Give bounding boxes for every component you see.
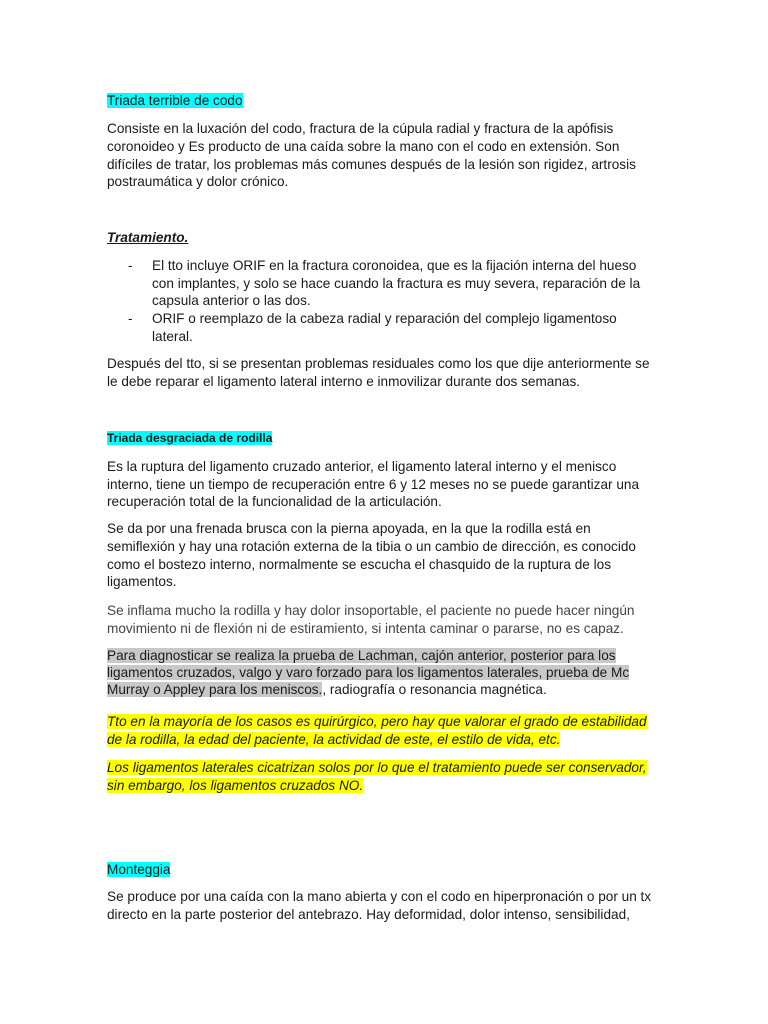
paragraph-line: interno, tiene un tiempo de recuperación entre 6 y 12 meses no se puede garantizar una xyxy=(107,477,640,492)
highlighted-line: de la rodilla, la edad del paciente, la actividad de este, el estilo de vida, etc. xyxy=(107,732,561,747)
paragraph-line: Se produce por una caída con la mano abierta y con el codo en hiperpronación o por un tx xyxy=(107,889,652,904)
section-title-monteggia: Monteggia xyxy=(107,862,171,877)
bullet-dash: - xyxy=(128,311,133,326)
paragraph-line: Consiste en la luxación del codo, fractura de la cúpula radial y fractura de la apófisis xyxy=(107,121,614,136)
paragraph-line: Es la ruptura del ligamento cruzado anterior, el ligamento lateral interno y el menisco xyxy=(107,459,617,474)
paragraph-line: recuperación total de la funcionalidad de la articulación. xyxy=(107,494,442,509)
bullet-line: capsula anterior o las dos. xyxy=(152,293,311,308)
paragraph-tail: , radiografía o resonancia magnética. xyxy=(322,682,547,697)
highlighted-line: ligamentos cruzados, valgo y varo forzado para los ligamentos laterales, prueba de Mc xyxy=(107,665,630,680)
paragraph-line: Se da por una frenada brusca con la pierna apoyada, en la que la rodilla está en xyxy=(107,521,591,536)
bullet-line: ORIF o reemplazo de la cabeza radial y reparación del complejo ligamentoso xyxy=(152,311,617,326)
section-title-triada-rodilla: Triada desgraciada de rodilla xyxy=(107,431,273,445)
paragraph-line: Se inflama mucho la rodilla y hay dolor insoportable, el paciente no puede hacer ningún xyxy=(107,603,635,618)
highlighted-line: Para diagnosticar se realiza la prueba de Lachman, cajón anterior, posterior para los xyxy=(107,648,616,663)
bullet-line: El tto incluye ORIF en la fractura coronoidea, que es la fijación interna del hueso xyxy=(152,258,637,273)
paragraph-line: ligamentos. xyxy=(107,574,177,589)
treatment-heading: Tratamiento. xyxy=(107,230,189,245)
paragraph-line: postraumática y dolor crónico. xyxy=(107,174,289,189)
highlighted-line: sin embargo, los ligamentos cruzados NO. xyxy=(107,778,364,793)
bullet-line: lateral. xyxy=(152,329,193,344)
highlighted-line: Murray o Appley para los meniscos., radiografía o resonancia magnética. xyxy=(107,682,547,697)
paragraph-line: difíciles de tratar, los problemas más comunes después de la lesión son rigidez, artrosis xyxy=(107,157,636,172)
paragraph-line: como el bostezo interno, normalmente se escucha el chasquido de la ruptura de los xyxy=(107,557,612,572)
highlighted-line: Los ligamentos laterales cicatrizan solos por lo que el tratamiento puede ser conservador, xyxy=(107,760,647,775)
paragraph-line: semiflexión y hay una rotación externa de la tibia o un cambio de dirección, es conocido xyxy=(107,539,636,554)
section-title-triada-codo: Triada terrible de codo xyxy=(107,93,243,108)
highlighted-line: Tto en la mayoría de los casos es quirúrgico, pero hay que valorar el grado de estabilidad xyxy=(107,714,647,729)
paragraph-line: directo en la parte posterior del antebrazo. Hay deformidad, dolor intenso, sensibilidad, xyxy=(107,907,630,922)
bullet-line: con implantes, y solo se hace cuando la fractura es muy severa, reparación de la xyxy=(152,276,641,291)
paragraph-line: le debe reparar el ligamento lateral interno e inmovilizar durante dos semanas. xyxy=(107,374,581,389)
paragraph-line: coronoideo y Es producto de una caída sobre la mano con el codo en extensión. Son xyxy=(107,139,620,154)
paragraph-line: Después del tto, si se presentan problemas residuales como los que dije anteriormente se xyxy=(107,356,650,371)
paragraph-line: movimiento ni de flexión ni de estiramiento, si intenta caminar o pararse, no es capaz. xyxy=(107,621,624,636)
bullet-dash: - xyxy=(128,258,133,273)
